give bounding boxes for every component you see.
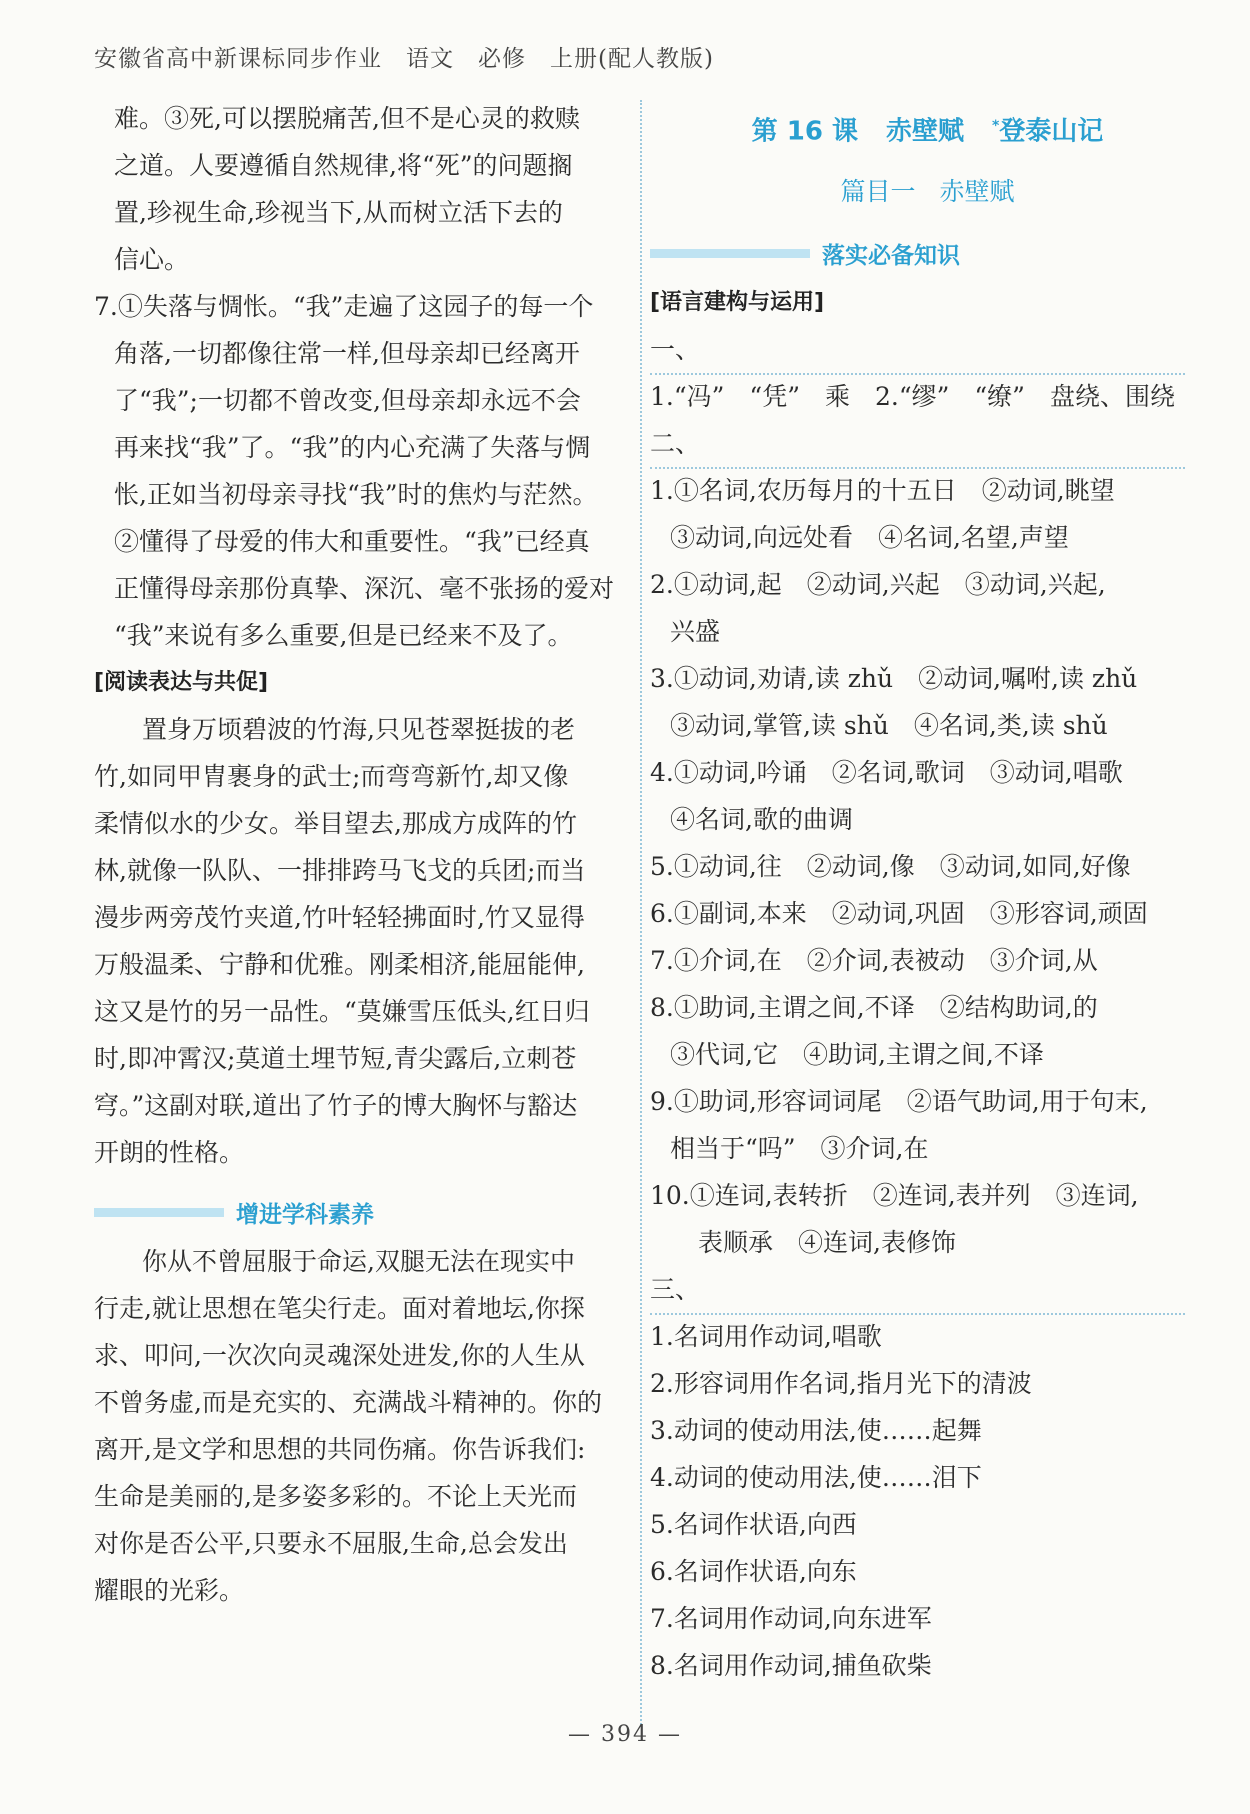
text-line: 难。③死,可以摆脱痛苦,但不是心灵的救赎 (114, 104, 580, 133)
text-line: 1.①名词,农历每月的十五日 ②动词,眺望 (650, 476, 1115, 505)
answer-block-6-7 (94, 95, 628, 659)
lesson-title-b: 登泰山记 (999, 116, 1104, 147)
right-column (650, 95, 1185, 1689)
text-line: 8.①助词,主谓之间,不译 ②结构助词,的 (650, 993, 1098, 1022)
left-column (94, 95, 628, 1614)
band-label: 落实必备知识 (822, 242, 960, 269)
text-line: 怅,正如当初母亲寻找“我”时的焦灼与茫然。 (114, 480, 598, 509)
answers-part-2 (650, 467, 1185, 1266)
text-line: 林,就像一队队、一排排跨马飞戈的兵团;而当 (94, 856, 586, 885)
text-line: 1.“冯” “凭” 乘 2.“缪” “缭” 盘绕、围绕 (650, 382, 1175, 411)
piece-number: 篇目一 (840, 177, 916, 206)
text-line: 信心。 (114, 245, 190, 274)
text-line: 开朗的性格。 (94, 1138, 245, 1167)
section-heading-reading: [阅读表达与共促] (94, 670, 269, 695)
section-marker-1: 一、 (650, 326, 1185, 375)
text-line: 时,即冲霄汉;莫道土埋节短,青尖露后,立刺苍 (94, 1044, 577, 1073)
text-line: 9.①助词,形容词词尾 ②语气助词,用于句末, (650, 1087, 1148, 1116)
text-line: 2.形容词用作名词,指月光下的清波 (650, 1369, 1032, 1398)
answers-part-1 (650, 373, 1185, 420)
running-header: 安徽省高中新课标同步作业 语文 必修 上册(配人教版) (94, 46, 714, 72)
text-line: 竹,如同甲胄裹身的武士;而弯弯新竹,却又像 (94, 762, 569, 791)
text-line: 正懂得母亲那份真挚、深沉、毫不张扬的爱对 (114, 574, 615, 603)
text-line: 再来找“我”了。“我”的内心充满了失落与惆 (114, 433, 591, 462)
text-line: 了“我”;一切都不曾改变,但母亲却永远不会 (114, 386, 581, 415)
text-line: 你从不曾屈服于命运,双腿无法在现实中 (142, 1247, 575, 1276)
text-line: 求、叩问,一次次向灵魂深处进发,你的人生从 (94, 1341, 585, 1370)
lesson-mark: * (991, 118, 1000, 134)
text-line: 相当于“吗” ③介词,在 (670, 1134, 929, 1163)
text-line: 穹。”这副对联,道出了竹子的博大胸怀与豁达 (94, 1091, 578, 1120)
text-line: 兴盛 (670, 617, 721, 646)
text-line: ②懂得了母爱的伟大和重要性。“我”已经真 (114, 527, 590, 556)
text-line: 耀眼的光彩。 (94, 1576, 245, 1605)
text-line: 漫步两旁茂竹夹道,竹叶轻轻拂面时,竹又显得 (94, 903, 585, 932)
text-line: 7.名词用作动词,向东进军 (650, 1604, 932, 1633)
text-line: 置,珍视生命,珍视当下,从而树立活下去的 (114, 198, 563, 227)
literacy-passage (94, 1238, 628, 1614)
text-line: 5.①动词,往 ②动词,像 ③动词,如同,好像 (650, 852, 1131, 881)
text-line: 角落,一切都像往常一样,但母亲却已经离开 (114, 339, 580, 368)
text-line: 4.动词的使动用法,使……泪下 (650, 1463, 982, 1492)
text-line: ③动词,向远处看 ④名词,名望,声望 (670, 523, 1069, 552)
text-line: 生命是美丽的,是多姿多彩的。不论上天光而 (94, 1482, 577, 1511)
section-heading-language: [语言建构与运用] (650, 290, 825, 315)
text-line: 4.①动词,吟诵 ②名词,歌词 ③动词,唱歌 (650, 758, 1123, 787)
text-line: 不曾务虚,而是充实的、充满战斗精神的。你的 (94, 1388, 602, 1417)
text-line: 置身万顷碧波的竹海,只见苍翠挺拔的老 (142, 715, 575, 744)
band-bar (94, 1208, 224, 1217)
text-line: 1.名词用作动词,唱歌 (650, 1322, 882, 1351)
band-label: 增进学科素养 (236, 1201, 374, 1228)
text-line: 2.①动词,起 ②动词,兴起 ③动词,兴起, (650, 570, 1106, 599)
column-divider (640, 100, 642, 1725)
piece-name: 赤壁赋 (939, 177, 1015, 206)
text-line: 之道。人要遵循自然规律,将“死”的问题搁 (114, 151, 573, 180)
text-line: 6.名词作状语,向东 (650, 1557, 857, 1586)
answers-part-3 (650, 1313, 1185, 1689)
page-number: — 394 — (568, 1722, 682, 1747)
section-band-knowledge (650, 227, 1185, 279)
text-line: “我”来说有多么重要,但是已经来不及了。 (114, 621, 573, 650)
text-line: 这又是竹的另一品性。“莫嫌雪压低头,红日归 (94, 997, 590, 1026)
section-marker-2: 二、 (650, 420, 1185, 469)
text-line: 万般温柔、宁静和优雅。刚柔相济,能屈能伸, (94, 950, 585, 979)
text-line: 7.①失落与惆怅。“我”走遍了这园子的每一个 (94, 292, 594, 321)
text-line: 6.①副词,本来 ②动词,巩固 ③形容词,顽固 (650, 899, 1148, 928)
text-line: 3.①动词,劝请,读 zhǔ ②动词,嘱咐,读 zhǔ (650, 664, 1138, 693)
text-line: ④名词,歌的曲调 (670, 805, 853, 834)
lesson-title-a: 赤壁赋 (885, 116, 964, 147)
text-line: 5.名词作状语,向西 (650, 1510, 857, 1539)
text-line: 8.名词用作动词,捕鱼砍柴 (650, 1651, 932, 1680)
piece-subtitle (650, 157, 1185, 227)
section-band-literacy (94, 1186, 628, 1238)
text-line: ③代词,它 ④助词,主谓之间,不译 (670, 1040, 1044, 1069)
text-line: 7.①介词,在 ②介词,表被动 ③介词,从 (650, 946, 1098, 975)
text-line: 表顺承 ④连词,表修饰 (698, 1228, 956, 1257)
text-line: 10.①连词,表转折 ②连词,表并列 ③连词, (650, 1181, 1139, 1210)
text-line: 行走,就让思想在笔尖行走。面对着地坛,你探 (94, 1294, 585, 1323)
text-line: ③动词,掌管,读 shǔ ④名词,类,读 shǔ (670, 711, 1108, 740)
text-line: 离开,是文学和思想的共同伤痛。你告诉我们: (94, 1435, 586, 1464)
lesson-number: 第 16 课 (751, 116, 858, 147)
section-marker-3: 三、 (650, 1266, 1185, 1315)
text-line: 对你是否公平,只要永不屈服,生命,总会发出 (94, 1529, 568, 1558)
text-line: 柔情似水的少女。举目望去,那成方成阵的竹 (94, 809, 577, 838)
text-line: 3.动词的使动用法,使……起舞 (650, 1416, 982, 1445)
lesson-title (650, 95, 1185, 157)
band-bar (650, 249, 810, 258)
bamboo-passage (94, 706, 628, 1176)
